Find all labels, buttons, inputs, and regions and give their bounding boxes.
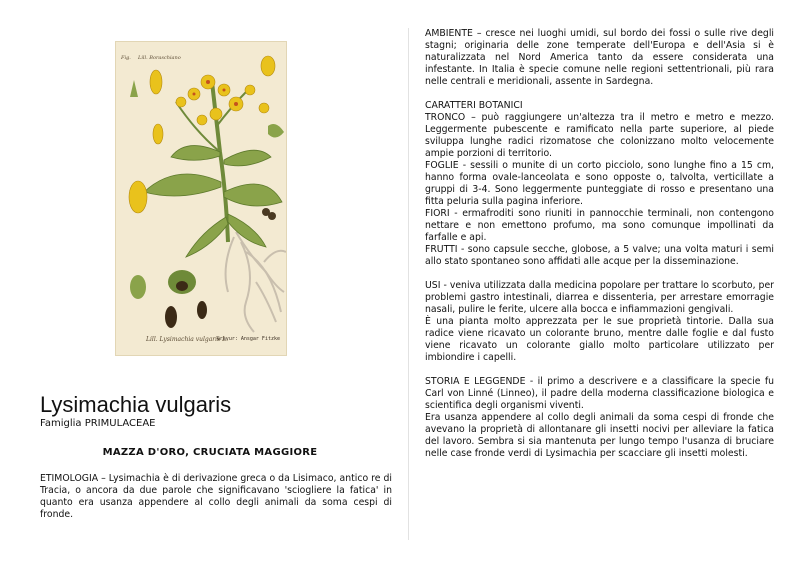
foglie-paragraph: FOGLIE - sessili o munite di un corto picciolo, sono lunghe fino a 15 cm, hanno forma ovale-lanceolata e sono opposte o, talvolta, verticillate a gruppi di 3-4. Sono leggermente punteggiate di rosso e presentano una fitta peluria sulla pagina inferiore. — [425, 160, 774, 207]
family-label: Famiglia PRIMULACEAE — [40, 418, 156, 429]
caratteri-heading: CARATTERI BOTANICI — [425, 100, 523, 111]
tronco-paragraph: TRONCO – può raggiungere un'altezza tra il metro e metro e mezzo. Leggermente pubescente e ramificato nella parte superiore, al piede sviluppa lunghe radici rizomatose che colonizzano molto velocemente ampie porzioni di territorio. — [425, 112, 774, 159]
plate-credit: Gravur: Ansgar Fitzke — [216, 336, 280, 342]
right-column — [425, 28, 774, 460]
plate-tag-left: Fig. — [121, 55, 131, 61]
storia-paragraph-2: Era usanza appendere al collo degli animali da soma cespi di fronde che avevano la proprietà di allontanare gli insetti nocivi per alleviare la fatica del lavoro. Sembra si sia mantenuta per lungo tempo l'usanza di bruciare nelle case fronde verdi di Lysimachia per scacciare gli insetti molesti. — [425, 412, 774, 459]
frutti-paragraph: FRUTTI - sono capsule secche, globose, a 5 valve; una volta maturi i semi allo stato spontaneo sono affidati alle acque per la disseminazione. — [425, 244, 774, 267]
roots — [226, 232, 286, 332]
plate-tag-top: Lill. Boraschiano — [138, 55, 181, 61]
usi-paragraph: USI - veniva utilizzata dalla medicina popolare per trattare lo scorbuto, per problemi gastro intestinali, diarrea e dissenteria, per arrestare emorragie nasali, pulire le ferite, ulcere alla bocca e infiammazioni gengivali. — [425, 280, 774, 315]
botanical-illustration — [115, 41, 287, 356]
plant-drawing — [116, 42, 287, 356]
ambiente-paragraph: AMBIENTE – cresce nei luoghi umidi, sul bordo dei fossi o sulle rive degli stagni; originaria delle zone temperate dell'Europa e dell'Asia si è naturalizzata nel Nord America tanto da essere considerata una infestante. In Italia è specie comune nelle regioni settentrionali, più rara nelle centrali e meridionali, assente in Sardegna. — [425, 28, 774, 87]
common-names: MAZZA D'ORO, CRUCIATA MAGGIORE — [102, 447, 318, 458]
usi-paragraph-2: È una pianta molto apprezzata per le sue proprietà tintorie. Dalla sua radice viene ricavato un colorante bruno, mentre dalle foglie e dal fusto viene ricavato un colorante giallo molto particolare utilizzato per imbiondire i capelli. — [425, 316, 774, 363]
storia-paragraph: STORIA E LEGGENDE - il primo a descrivere e a classificare la specie fu Carl von Linné (Linneo), il padre della moderna classificazione biologica e scientifica degli organismi viventi. — [425, 376, 774, 411]
etymology-paragraph: ETIMOLOGIA – Lysimachia è di derivazione greca o da Lisimaco, antico re di Tracia, o ancora da due parole che significavano 'sciogliere la fatica' in quanto era usanza appendere al collo degli animali da soma cespi di fronde. — [40, 473, 392, 520]
column-divider — [408, 28, 409, 540]
fiori-paragraph: FIORI - ermafroditi sono riuniti in pannocchie terminali, non contengono nettare e non emettono profumo, ma sono comunque impollinati da farfalle e api. — [425, 208, 774, 243]
plate-signature: Lill. Lysimachia vulgaris L. — [146, 336, 228, 343]
page-title: Lysimachia vulgaris — [40, 392, 232, 417]
leaves — [144, 146, 282, 257]
